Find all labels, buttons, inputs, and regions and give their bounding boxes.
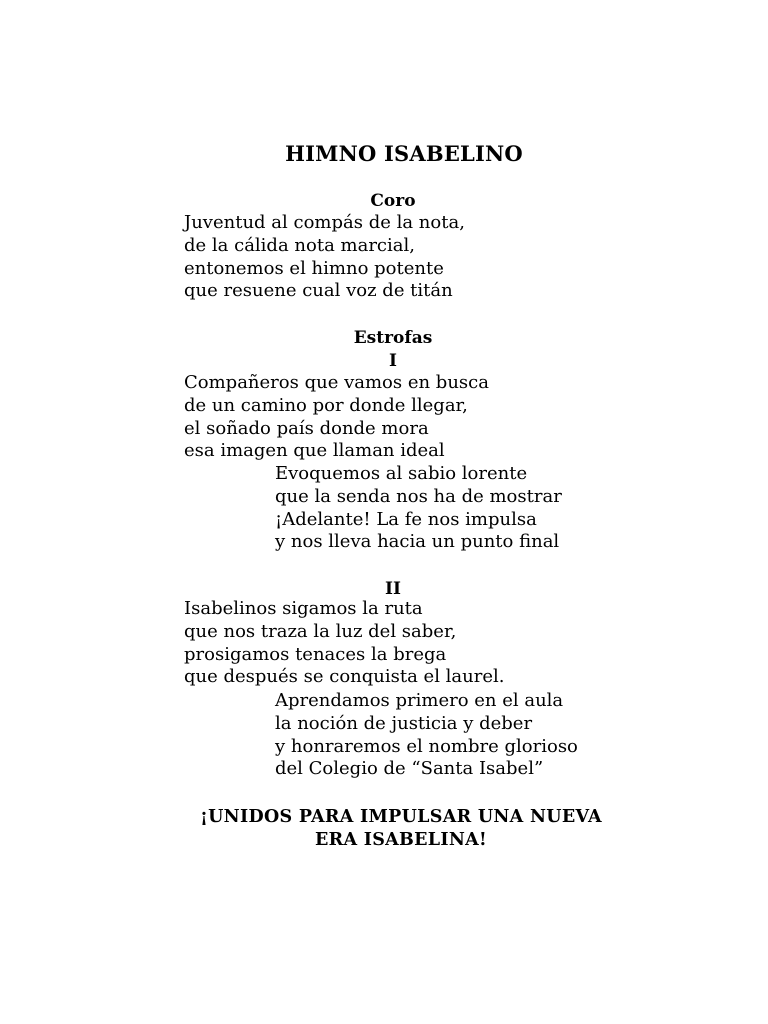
verse-line: que después se conquista el laurel. [184,666,505,688]
verse-line: Juventud al compás de la nota, [184,212,465,233]
verse-line: entonemos el himno potente [184,257,444,279]
verse-line: Isabelinos sigamos la ruta [184,598,423,619]
verse-line: que la senda nos ha de mostrar [275,485,562,507]
verse-line: Evoquemos al sabio lorente [275,463,528,484]
verse-line: de un camino por donde llegar, [184,394,468,416]
motto [0,806,768,852]
stanza-1-verse [184,372,489,463]
verse-line: y nos lleva hacia un punto final [275,531,560,553]
verse-line: que nos traza la luz del saber, [184,620,457,642]
page-title: HIMNO ISABELINO [285,141,523,166]
stanza-number-1: I [389,351,397,371]
stanza-1-indented-verse [275,463,562,554]
coro-verse [184,212,465,303]
verse-line: el soñado país donde mora [184,417,429,439]
verse-line: que resuene cual voz de titán [184,280,453,302]
motto-line: ERA ISABELINA! [314,830,488,850]
verse-line: la noción de justicia y deber [275,712,533,734]
verse-line: del Colegio de “Santa Isabel” [275,758,544,780]
verse-line: y honraremos el nombre glorioso [275,735,578,757]
verse-line: prosigamos tenaces la brega [184,643,447,665]
verse-line: Aprendamos primero en el aula [275,690,564,711]
verse-line: esa imagen que llaman ideal [184,440,445,462]
verse-line: Compañeros que vamos en busca [184,372,489,393]
coro-heading: Coro [370,191,416,211]
stanza-number-2: II [385,579,401,599]
motto-line: ¡UNIDOS PARA IMPULSAR UNA NUEVA [200,807,602,827]
verse-line: de la cálida nota marcial, [184,234,415,256]
stanza-2-indented-verse [275,690,578,781]
stanza-2-verse [184,598,505,689]
verse-line: ¡Adelante! La fe nos impulsa [275,508,537,530]
estrofas-heading: Estrofas [353,328,433,348]
